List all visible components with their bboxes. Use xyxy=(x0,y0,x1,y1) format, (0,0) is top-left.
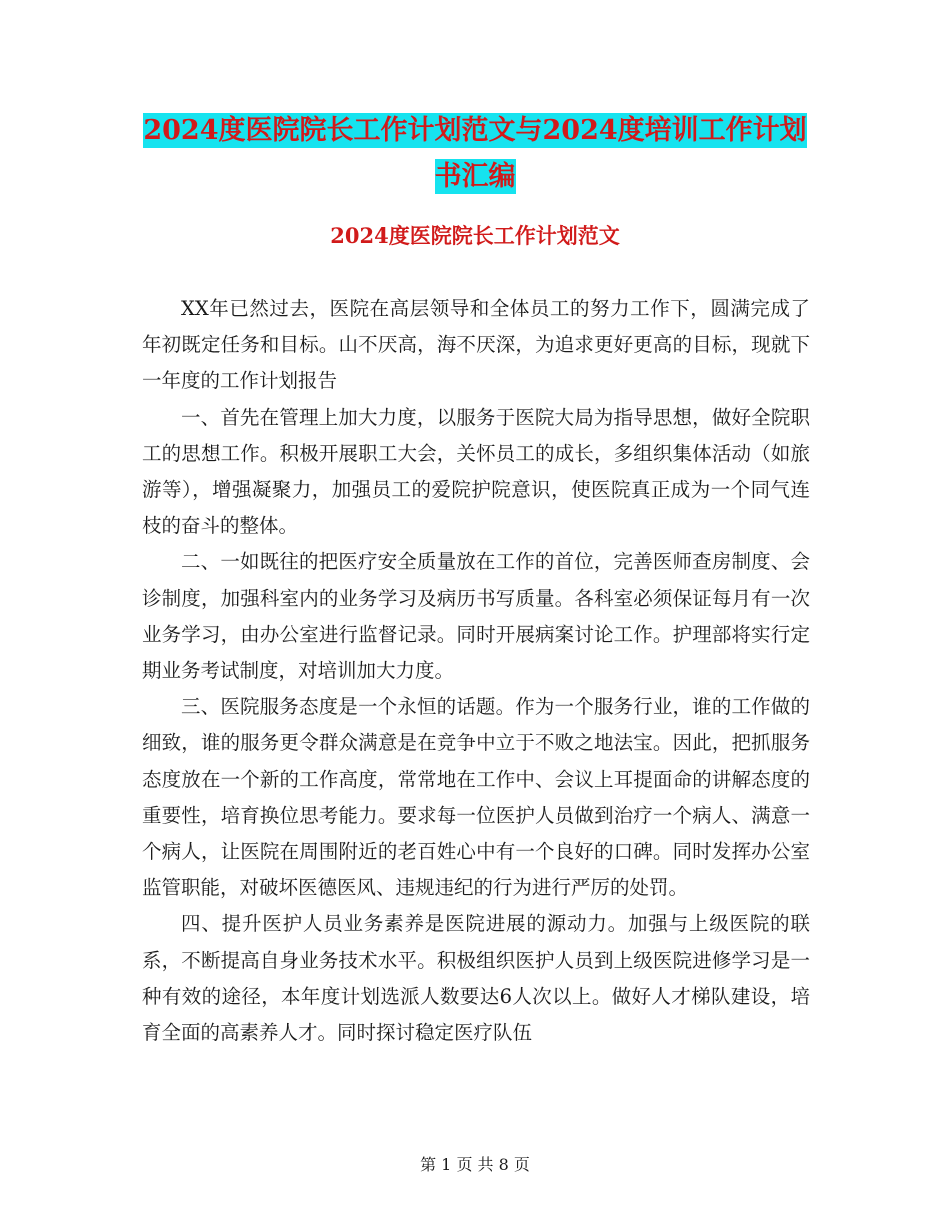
title-line-1: 2024度医院院长工作计划范文与2024度培训工作计划 xyxy=(143,115,807,146)
paragraph-1: 一、首先在管理上加大力度，以服务于医院大局为指导思想，做好全院职工的思想工作。积极开展职工大会，关怀员工的成长，多组织集体活动（如旅游等），增强凝聚力，加强员工的爱院护院意识，使医院真正成为一个同气连枝的奋斗的整体。 xyxy=(142,405,810,538)
paragraph-3: 三、医院服务态度是一个永恒的话题。作为一个服务行业，谁的工作做的细致，谁的服务更令群众满意是在竞争中立于不败之地法宝。因此，把抓服务态度放在一个新的工作高度，常常地在工作中、会议上耳提面命的讲解态度的重要性，培育换位思考能力。要求每一位医护人员做到治疗一个病人、满意一个病人，让医院在周围附近的老百姓心中有一个良好的口碑。同时发挥办公室监管职能，对破坏医德医风、违规违纪的行为进行严厉的处罚。 xyxy=(142,695,810,900)
document-title xyxy=(0,108,950,200)
paragraph-intro: XX年已然过去，医院在高层领导和全体员工的努力工作下，圆满完成了年初既定任务和目标。山不厌高，海不厌深，为追求更好更高的目标，现就下一年度的工作计划报告 xyxy=(142,297,810,393)
paragraph-2: 二、一如既往的把医疗安全质量放在工作的首位，完善医师查房制度、会诊制度，加强科室内的业务学习及病历书写质量。各科室必须保证每月有一次业务学习，由办公室进行监督记录。同时开展病案讨论工作。护理部将实行定期业务考试制度，对培训加大力度。 xyxy=(142,550,810,683)
section-title: 2024度医院院长工作计划范文 xyxy=(330,223,620,248)
title-line-2: 书汇编 xyxy=(434,161,516,192)
paragraph-4: 四、提升医护人员业务素养是医院进展的源动力。加强与上级医院的联系，不断提高自身业务技术水平。积极组织医护人员到上级医院进修学习是一种有效的途径，本年度计划选派人数要达6人次以上。做好人才梯队建设，培育全面的高素养人才。同时探讨稳定医疗队伍 xyxy=(142,912,810,1045)
body-text xyxy=(142,291,810,1051)
page-footer: 第 1 页 共 8 页 xyxy=(420,1155,530,1174)
